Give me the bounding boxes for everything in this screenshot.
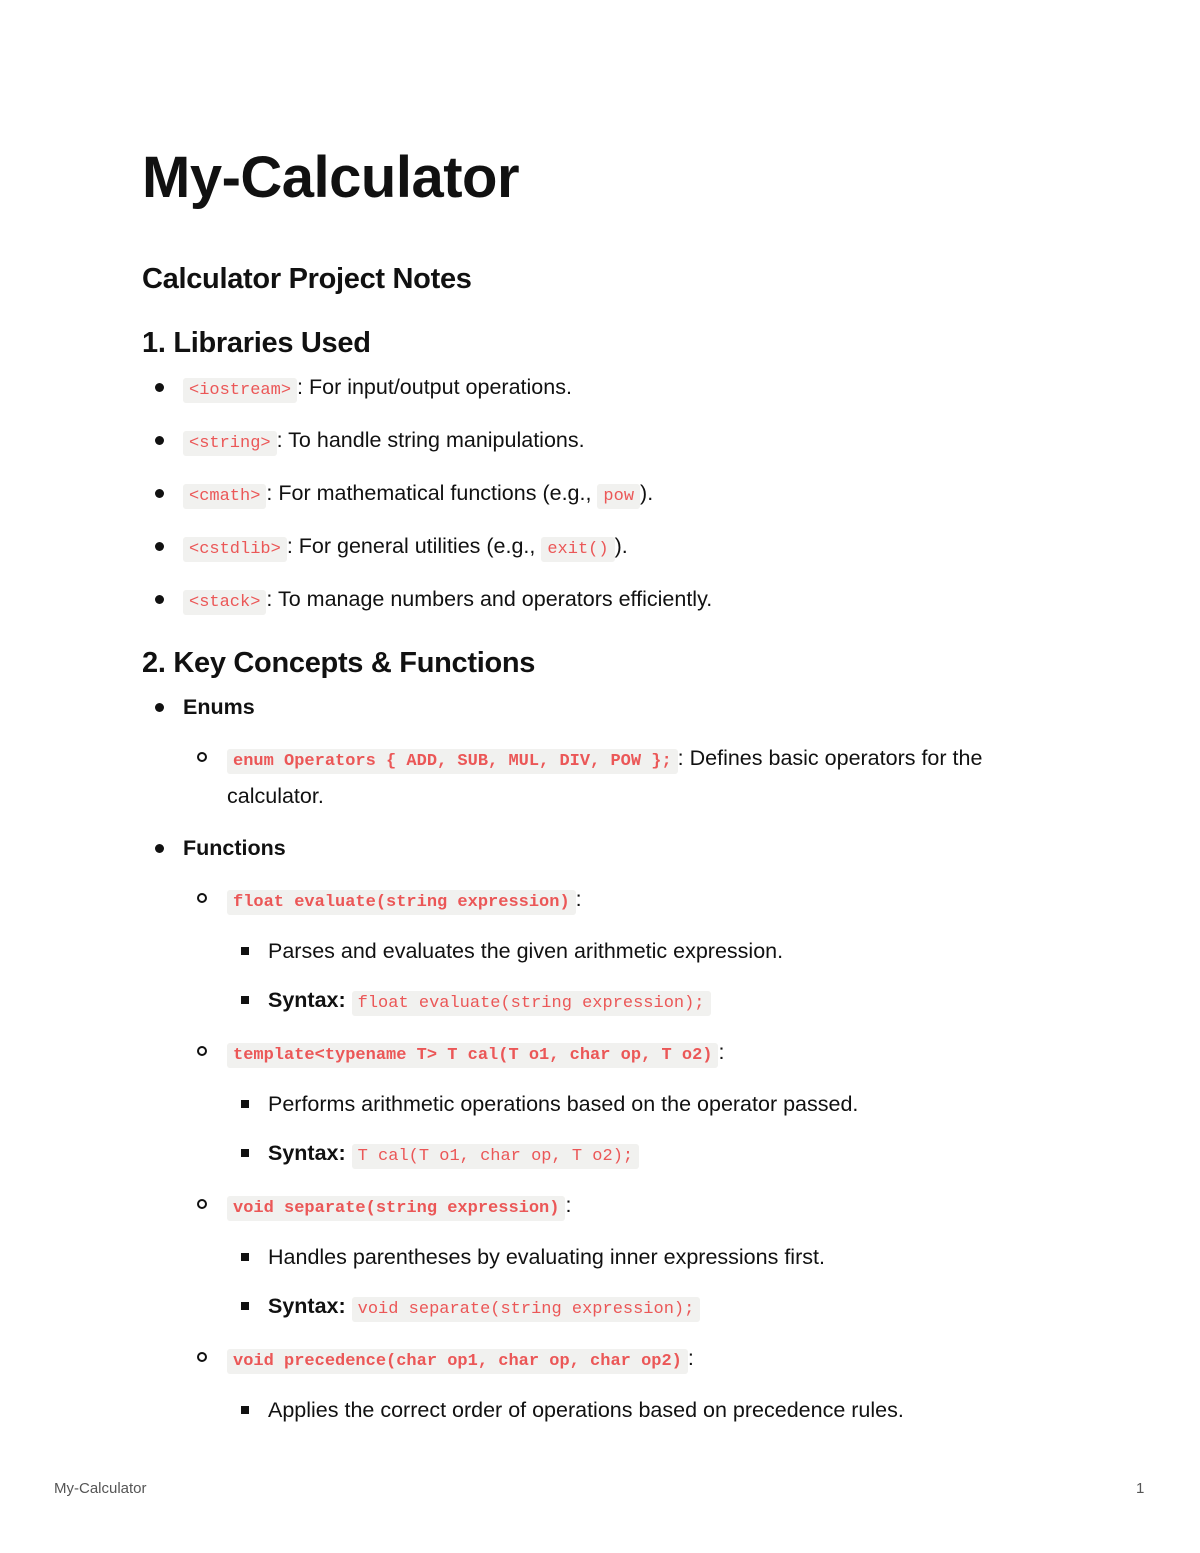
function-details (227, 1392, 1042, 1428)
page-title: My-Calculator (142, 145, 520, 210)
function-description: Performs arithmetic operations based on the operator passed. (227, 1086, 1042, 1122)
key-concepts-list (142, 692, 1042, 1428)
section-libraries-heading: 1. Libraries Used (142, 327, 371, 359)
enums-label: Enums (183, 695, 255, 719)
function-details (227, 933, 1042, 1022)
list-item-text: : To handle string manipulations. (276, 428, 585, 452)
list-item-text: : To manage numbers and operators efficiently. (266, 587, 713, 611)
inline-code: void separate(string expression) (227, 1196, 565, 1221)
function-item (183, 1035, 1042, 1175)
inline-code: template<typename T> T cal(T o1, char op, T o2) (227, 1043, 718, 1068)
colon: : (575, 887, 582, 911)
function-syntax (227, 1288, 1042, 1328)
function-details (227, 1086, 1042, 1175)
list-item-text: : Defines basic operators for the calculator. (227, 746, 983, 808)
colon: : (565, 1193, 572, 1217)
footer-document-title: My-Calculator (54, 1480, 147, 1497)
syntax-label: Syntax: (268, 988, 346, 1012)
list-item (142, 425, 1042, 459)
function-syntax (227, 982, 1042, 1022)
list-item (142, 372, 1042, 406)
function-item (183, 1341, 1042, 1428)
list-item-tail: ). (614, 534, 628, 558)
list-item-text: : For input/output operations. (297, 375, 572, 399)
inline-code: <iostream> (183, 378, 297, 403)
function-description: Handles parentheses by evaluating inner expressions first. (227, 1239, 1042, 1275)
inline-code: float evaluate(string expression) (227, 890, 576, 915)
function-details (227, 1239, 1042, 1328)
list-item-tail: ). (640, 481, 654, 505)
list-item (142, 478, 1042, 512)
inline-code: void precedence(char op1, char op, char op2) (227, 1349, 688, 1374)
list-item-functions (142, 833, 1042, 1428)
list-item (142, 584, 1042, 618)
function-description: Applies the correct order of operations based on precedence rules. (227, 1392, 1042, 1428)
function-description: Parses and evaluates the given arithmetic expression. (227, 933, 1042, 969)
inline-code: <stack> (183, 590, 266, 615)
document-page (142, 140, 1042, 1428)
inline-code: enum Operators { ADD, SUB, MUL, DIV, POW }; (227, 749, 678, 774)
section-key-concepts-heading: 2. Key Concepts & Functions (142, 647, 536, 679)
syntax-label: Syntax: (268, 1294, 346, 1318)
functions-label: Functions (183, 836, 286, 860)
inline-code: <cmath> (183, 484, 266, 509)
functions-sublist (183, 882, 1042, 1428)
function-syntax (227, 1135, 1042, 1175)
enums-sublist (183, 741, 1042, 814)
list-item-enums (142, 692, 1042, 814)
inline-code: void separate(string expression); (352, 1297, 701, 1322)
inline-code: <string> (183, 431, 277, 456)
function-item (183, 1188, 1042, 1328)
list-item-text: : For mathematical functions (e.g., (266, 481, 598, 505)
list-item-text: : For general utilities (e.g., (286, 534, 542, 558)
syntax-label: Syntax: (268, 1141, 346, 1165)
inline-code: float evaluate(string expression); (352, 991, 711, 1016)
footer-page-number: 1 (1136, 1480, 1145, 1497)
list-item (183, 741, 1042, 814)
document-subtitle: Calculator Project Notes (142, 263, 472, 295)
inline-code: T cal(T o1, char op, T o2); (352, 1144, 639, 1169)
function-item (183, 882, 1042, 1022)
inline-code: pow (597, 484, 640, 509)
inline-code: <cstdlib> (183, 537, 287, 562)
libraries-list (142, 372, 1042, 618)
list-item (142, 531, 1042, 565)
colon: : (718, 1040, 725, 1064)
colon: : (687, 1346, 694, 1370)
inline-code: exit() (541, 537, 614, 562)
